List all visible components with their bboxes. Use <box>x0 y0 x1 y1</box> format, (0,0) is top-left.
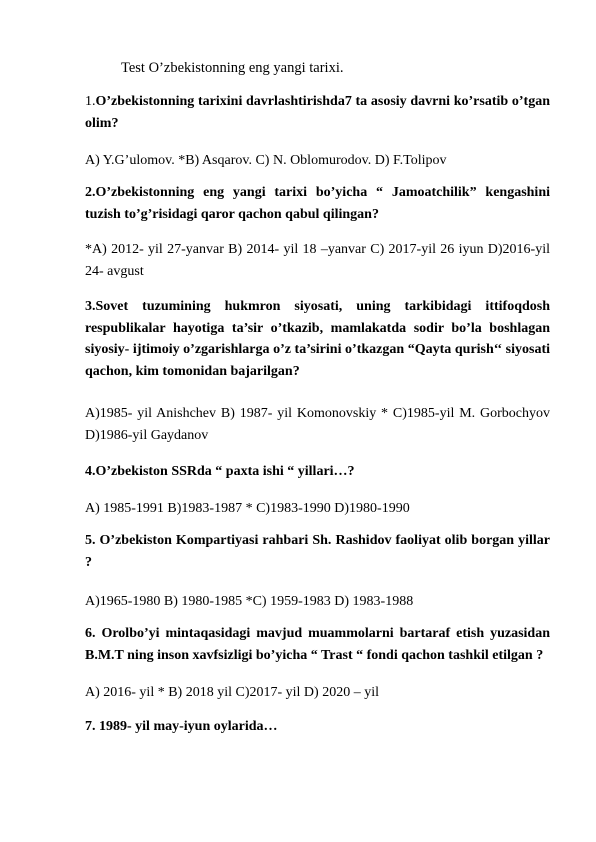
question-5: 5. O’zbekiston Kompartiyasi rahbari Sh. Rashidov faoliyat olib borgan yillar ? <box>85 533 550 570</box>
question-1 <box>85 91 550 134</box>
question-text: O’zbekistonning tarixini davrlashtirishda7 ta asosiy davrni ko’rsatib o’tgan olim? <box>85 94 550 131</box>
question-4: 4.O’zbekiston SSRda “ paxta ishi “ yillari…? <box>85 464 355 479</box>
document-title: Test O’zbekistonning eng yangi tarixi. <box>121 60 344 76</box>
answers-2: *A) 2012- yil 27-yanvar B) 2014- yil 18 –yanvar C) 2017-yil 26 iyun D)2016-yil 24- avgust <box>85 242 550 279</box>
question-number: 1. <box>85 94 96 109</box>
question-6: 6. Orolbo’yi mintaqasidagi mavjud muammolarni bartaraf etish yuzasidan B.M.T ning inson xavfsizligi bo’yicha “ Trast “ fondi qachon tashkil etilgan ? <box>85 626 550 663</box>
question-3: 3.Sovet tuzumining hukmron siyosati, uning tarkibidagi ittifoqdosh respublikalar hayotiga ta’sir o’tkazib, mamlakatda sodir bo’la boshlagan siyosiy- ijtimoiy o’zgarishlarga o’z ta’sirini o’tkazgan “Qayta qurish‘‘ siyosati qachon, kim tomonidan bajarilgan? <box>85 299 550 379</box>
answers-3: A)1985- yil Anishchev B) 1987- yil Komonovskiy * C)1985-yil M. Gorbochyov D)1986-yil Gaydanov <box>85 406 550 443</box>
answers-4: A) 1985-1991 B)1983-1987 * C)1983-1990 D)1980-1990 <box>85 501 410 516</box>
answers-1: A) Y.G’ulomov. *B) Asqarov. C) N. Oblomurodov. D) F.Tolipov <box>85 153 447 168</box>
answers-5: A)1965-1980 B) 1980-1985 *C) 1959-1983 D) 1983-1988 <box>85 594 414 609</box>
question-7: 7. 1989- yil may-iyun oylarida… <box>85 719 278 734</box>
answers-6: A) 2016- yil * B) 2018 yil C)2017- yil D) 2020 – yil <box>85 685 379 700</box>
question-2: 2.O’zbekistonning eng yangi tarixi bo’yicha “ Jamoatchilik” kengashini tuzish to’g’risidagi qaror qachon qabul qilingan? <box>85 185 550 222</box>
